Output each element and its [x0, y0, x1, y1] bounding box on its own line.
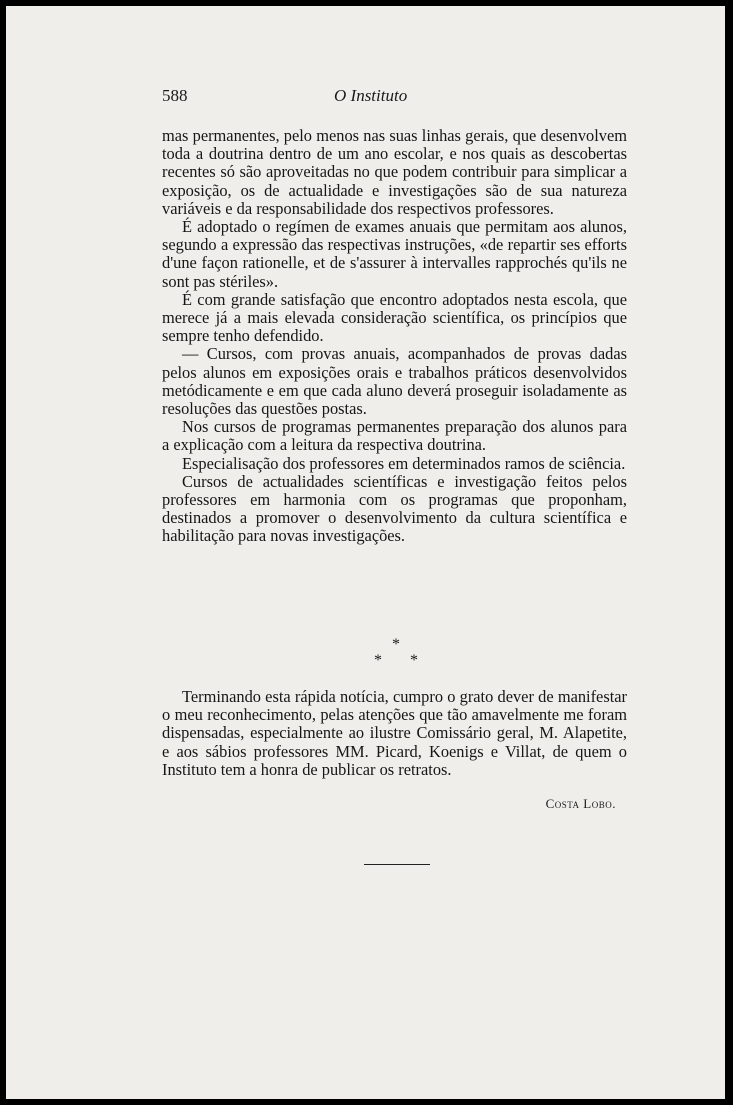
closing-paragraph: Terminando esta rápida notícia, cumpro o grato dever de manifestar o meu reconhecimento, pelas atenções que tão amavelmente me foram dispensadas, especialmente ao ilustre Comissário geral, M. Alapetite, e aos sábios professores MM. Picard, Koenigs e Villat, de quem o Instituto tem a honra de publicar os retratos.	[162, 687, 627, 779]
page-header	[162, 86, 632, 110]
paragraph-continuation: mas permanentes, pelo menos nas suas linhas gerais, que desenvolvem toda a doutrina dentro de um ano escolar, e nos quais as descobertas recentes só são aproveitadas no que podem contribuir para simplicar a exposição, os de actualidade e investigações são de sua natureza variáveis e da responsabilidade dos respectivos professores.	[162, 126, 627, 218]
running-title: O Instituto	[334, 86, 408, 105]
author-signature: Costa Lobo.	[545, 796, 616, 811]
paragraph-satisfaction: É com grande satisfação que encontro adoptados nesta escola, que merece já a mais elevada consideração scientífica, os princípios que sempre tenho defendido.	[162, 289, 627, 346]
asterisk-top: *	[392, 636, 400, 653]
end-rule	[364, 864, 430, 865]
paragraph-permanent-programs: Nos cursos de programas permanentes preparação dos alunos para a explicação com a leitura da respectiva doutrina.	[162, 417, 627, 455]
closing-section	[162, 688, 627, 779]
page-number: 588	[162, 86, 188, 105]
paragraph-exams: É adoptado o regímen de exames anuais que permitam aos alunos, segundo a expressão das respectivas instruções, «de repartir ses efforts d'une façon rationelle, et de s'assurer à intervalles rapprochés qu'ils ne sont pas stériles».	[162, 217, 627, 291]
asterisk-left: *	[374, 652, 382, 669]
body-text	[162, 127, 627, 546]
asterisk-right: *	[410, 652, 418, 669]
paragraph-courses: — Cursos, com provas anuais, acompanhados de provas dadas pelos alunos em exposições orais e trabalhos práticos desenvolvidos metódicamente e em que cada aluno deverá proseguir isoladamente as resoluções das questões postas.	[162, 344, 627, 419]
asterism	[362, 636, 422, 676]
paragraph-current-courses: Cursos de actualidades scientíficas e investigação feitos pelos professores em harmonia com os programas que proponham, destinados a promover o desenvolvimento da cultura scientífica e habilitação para novas investigações.	[162, 471, 627, 546]
book-page	[6, 6, 725, 1099]
paragraph-specialisation: Especialisação dos professores em determinados ramos de sciência.	[182, 453, 626, 473]
